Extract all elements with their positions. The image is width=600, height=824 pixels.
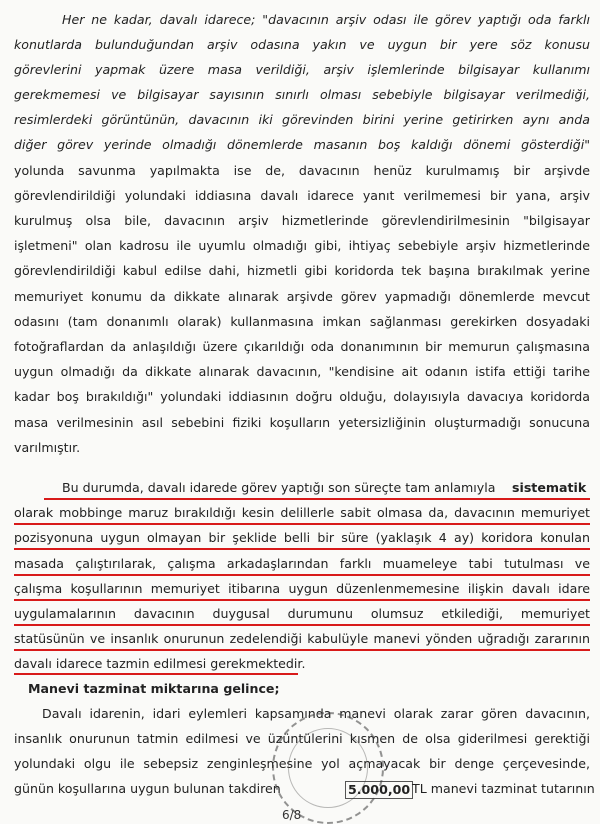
compensation-amount: 5.000,00 — [345, 781, 413, 799]
red-underline — [14, 548, 590, 550]
text-line-content: insanlık onurunun tatmin edilmesi ve üzüntülerini kısmen de olsa giderilmesi gerektiği — [14, 731, 590, 746]
page-number: 6/8 — [282, 808, 302, 822]
text-line-content: TL manevi tazminat tutarının — [412, 781, 595, 796]
red-underline — [14, 599, 590, 601]
text-line-content: yolundaki olgu ile sebepsiz zenginleşmesine yol açmayacak bir denge çerçevesinde, — [14, 756, 590, 771]
text-line-content: günün koşullarına uygun bulunan takdiren — [14, 781, 281, 796]
red-underline — [44, 498, 590, 500]
red-underline — [14, 624, 590, 626]
red-underline — [14, 649, 590, 651]
text-line-content: Manevi tazminat miktarına gelince; — [28, 681, 280, 696]
red-underline — [14, 574, 590, 576]
text-line-content: Davalı idarenin, idari eylemleri kapsamında manevi olarak zarar gören davacının, — [42, 706, 590, 721]
text-line-content: davalı idarece tazmin edilmesi gerekmektedir. — [14, 656, 306, 671]
red-underline — [14, 673, 298, 675]
document-page: Her ne kadar, davalı idarece; "davacının arşiv odası ile görev yaptığı oda farklı konutlarda bulunduğundan arşiv odasına yakın ve uygun bir yere söz konusu görevlerini yapmak üzere masa verildiği, arşiv işlemlerinde bilgisayar kullanımı gerekmemesi ve bilgisayar sayısının sınırlı olması sebebiyle bilgisayar verilmediği, resimlerdeki görüntünün, davacının iki görevinden birini yerine getirirken aynı anda diğer görev yerinde olmadığı dönemlerde masanın boş kaldığı dönemi gösterdiği" yolunda savunma yapılmakta ise de, davacının henüz kurulmamış bir arşivde görevlendirildiği yolundaki iddiasına davalı idarece yanıt verilmemesi bir yana, arşiv kurulmuş olsa bile, davacının arşiv hizmetlerinde görevlendirilmesinin "bilgisayar işletmeni" olan kadrosu ile uyumlu olmadığı gibi, ihtiyaç sebebiyle arşiv hizmetlerinde görevlendirildiği kabul edilse dahi, hizmetli gibi koridorda tek başına bırakılmak yerine memuriyet konumu da dikkate alınarak arşivde görev yapmadığı dönemlerde mevcut odasını (tam donanımlı olarak) kullanmasına imkan sağlanması gerekirken dosyadaki fotoğraflardan da anlaşıldığı üzere çıkarıldığı oda donanımının bir memurun çalışmasına uygun olmadığı da dikkate alınarak davacının, "kendisine ait odanın istifa ettiği tarihe kadar boş bırakıldığı" yolundaki iddiasının doğru olduğu, dolayısıyla davacıya koridorda masa verilmesinin asıl sebebini fiziki koşulların yetersizliğinin oluşturmadığı sonucuna varılmıştır. Bu durumda, davalı idarede görev yaptığı son süreçte tam anlamıyla sistematik olarak mobbinge maruz bırakıldığı kesin delillerle sabit olmasa da, davacının memuriyet pozisyonuna uygun olmayan bir şeklide belli bir süre (yaklaşık 4 ay) koridora konulan masada çalıştırılarak, çalışma arkadaşlarından farklı muameleye tabi tutulması ve çalışma koşullarının memuriyet itibarına uygun düzenlenmemesine ilişkin davalı idare uygulamalarının davacının duygusal durumunu olumsuz etkilediği, memuriyet statüsünün ve insanlık onurunun zedelendiği kabulüyle manevi yönden uğradığı zararının davalı idarece tazmin edilmesi gerekmektedir. Manevi tazminat miktarına gelince; Davalı idarenin, idari eylemleri kapsamında manevi olarak zarar gören davacının, insanlık onurunun tatmin edilmesi ve üzüntülerini kısmen de olsa giderilmesi gerektiği yolundaki olgu ile sebepsiz zenginleşmesine yol açmayacak bir denge çerçevesinde, günün koşullarına uygun bulunan takdiren 5.000,00 TL manevi tazminat tutarının 6/8 — [14, 12, 595, 822]
red-underline — [14, 523, 590, 525]
